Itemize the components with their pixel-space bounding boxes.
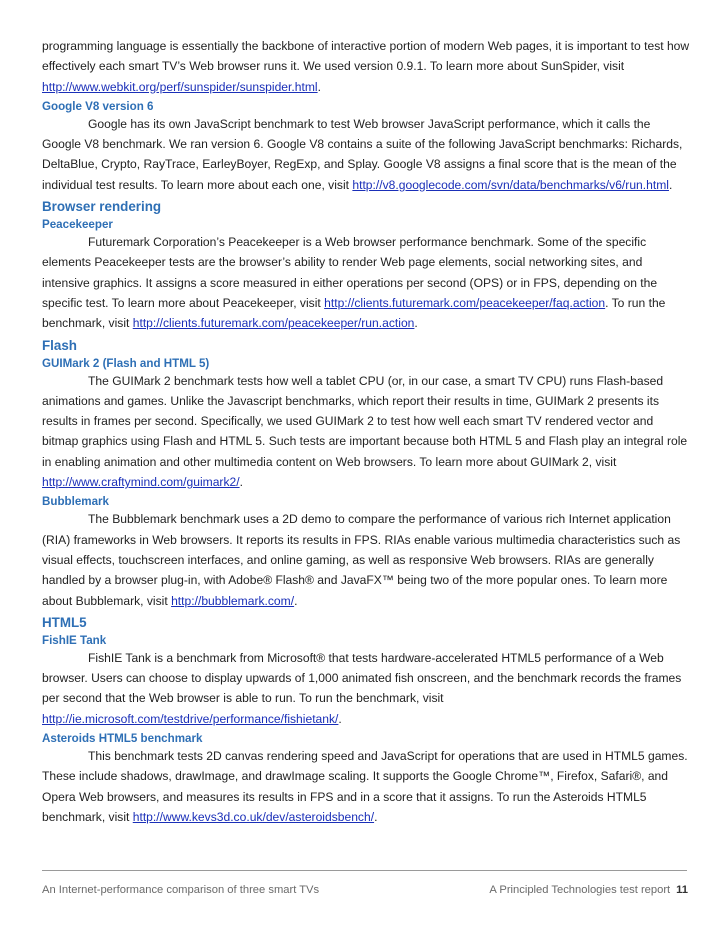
bubblemark-heading: Bubblemark (42, 495, 110, 509)
browser-rendering-heading: Browser rendering (42, 199, 162, 215)
fishie-paragraph (42, 648, 690, 729)
footer-report-name: A Principled Technologies test report (489, 884, 671, 896)
asteroids-text: This benchmark tests 2D canvas rendering speed and JavaScript for operations that are used in HTML5 games. These include shadows, drawImage, and drawImage scaling. It supports the Google Chrome™, Firefox, Safari®, and Opera Web browsers, and measures its results in FPS and in a score that it assigns. To run the Asteroids HTML5 benchmark, visit (42, 749, 688, 824)
intro-end: . (317, 79, 321, 94)
asteroids-heading: Asteroids HTML5 benchmark (42, 732, 203, 746)
intro-text: programming language is essentially the backbone of interactive portion of modern Web pages, it is important to test how effectively each smart TV’s Web browser runs it. We used version 0.9.1. To learn more about SunSpider, visit (42, 39, 690, 74)
footer-divider (42, 870, 687, 871)
peacekeeper-run-link[interactable]: http://clients.futuremark.com/peacekeeper/run.action (132, 316, 415, 331)
peacekeeper-mid: . To run the benchmark, visit (42, 295, 666, 331)
peacekeeper-end: . (414, 316, 418, 331)
guimark-link[interactable]: http://www.craftymind.com/guimark2/ (42, 475, 240, 490)
v8-text: Google has its own JavaScript benchmark to test Web browser JavaScript performance, which it calls the Google V8 benchmark. We ran version 6. Google V8 contains a suite of the following JavaScript benchmarks: Richards, DeltaBlue, Crypto, RayTrace, EarleyBoyer, RegExp, and Splay. Google V8 assigns a final score that is the mean of the individual test results. To learn more about each one, visit (42, 116, 683, 192)
document-page (42, 36, 690, 827)
sunspider-link[interactable]: http://www.webkit.org/perf/sunspider/sunspider.html (42, 79, 318, 94)
flash-heading: Flash (42, 337, 77, 353)
guimark-text: The GUIMark 2 benchmark tests how well a tablet CPU (or, in our case, a smart TV CPU) runs Flash-based animations and games. Unlike the Javascript benchmarks, which report their results in time, GUIMark 2 presents its results in frames per second. Specifically, we used GUIMark 2 to test how well each smart TV rendered vector and bitmap graphics using Flash and HTML 5. Such tests are important because both HTML 5 and Flash play an integral role in enabling animation and other multimedia content on Web browsers. To learn more about GUIMark 2, visit (42, 373, 688, 469)
bubblemark-paragraph (42, 509, 690, 610)
peacekeeper-paragraph (42, 232, 690, 333)
page-number: 11 (676, 884, 688, 896)
bubblemark-text: The Bubblemark benchmark uses a 2D demo to compare the performance of various rich Internet application (RIA) frameworks in Web browsers. It reports its results in FPS. RIAs enable various multimedia characteristics such as visual effects, touchscreen interfaces, and online gaming, as well as responsive Web browsers. RIAs are generally handled by a browser plug-in, with Adobe® Flash® and JavaFX™ being two of the more popular ones. To learn more about Bubblemark, visit (42, 512, 681, 608)
guimark-heading: GUIMark 2 (Flash and HTML 5) (42, 356, 210, 370)
v8-heading: Google V8 version 6 (42, 99, 154, 113)
v8-paragraph (42, 114, 690, 195)
footer-left-title: An Internet-performance comparison of three smart TVs (42, 884, 320, 896)
fishie-end: . (338, 711, 342, 726)
peacekeeper-faq-link[interactable]: http://clients.futuremark.com/peacekeeper/faq.action (324, 295, 606, 310)
fishie-heading: FishIE Tank (42, 633, 107, 647)
asteroids-link[interactable]: http://www.kevs3d.co.uk/dev/asteroidsbench/ (132, 809, 375, 824)
html5-heading: HTML5 (42, 614, 87, 630)
guimark-paragraph (42, 371, 690, 493)
v8-link[interactable]: http://v8.googlecode.com/svn/data/benchmarks/v6/run.html (352, 177, 669, 192)
guimark-end: . (239, 475, 243, 490)
bubblemark-link[interactable]: http://bubblemark.com/ (171, 593, 295, 608)
fishie-text: FishIE Tank is a benchmark from Microsoft® that tests hardware-accelerated HTML5 performance of a Web browser. Users can choose to display upwards of 1,000 animated fish onscreen, and the benchmark records the frames per second that the Web browser is able to run. To run the benchmark, visit (42, 650, 682, 706)
bubblemark-end: . (294, 593, 298, 608)
peacekeeper-heading: Peacekeeper (42, 218, 113, 232)
asteroids-paragraph (42, 746, 690, 827)
asteroids-end: . (374, 809, 378, 824)
footer-right (489, 884, 688, 896)
v8-end: . (668, 177, 673, 192)
intro-paragraph (42, 36, 690, 97)
peacekeeper-text: Futuremark Corporation’s Peacekeeper is a Web browser performance benchmark. Some of the specific elements Peacekeeper tests are the browser’s ability to render Web page elements, social networking sites, and intensive graphics. It assigns a score measured in either operations per second (OPS) or in FPS, depending on the specific test. To learn more about Peacekeeper, visit (42, 235, 658, 310)
fishie-link[interactable]: http://ie.microsoft.com/testdrive/performance/fishietank/ (42, 711, 339, 726)
